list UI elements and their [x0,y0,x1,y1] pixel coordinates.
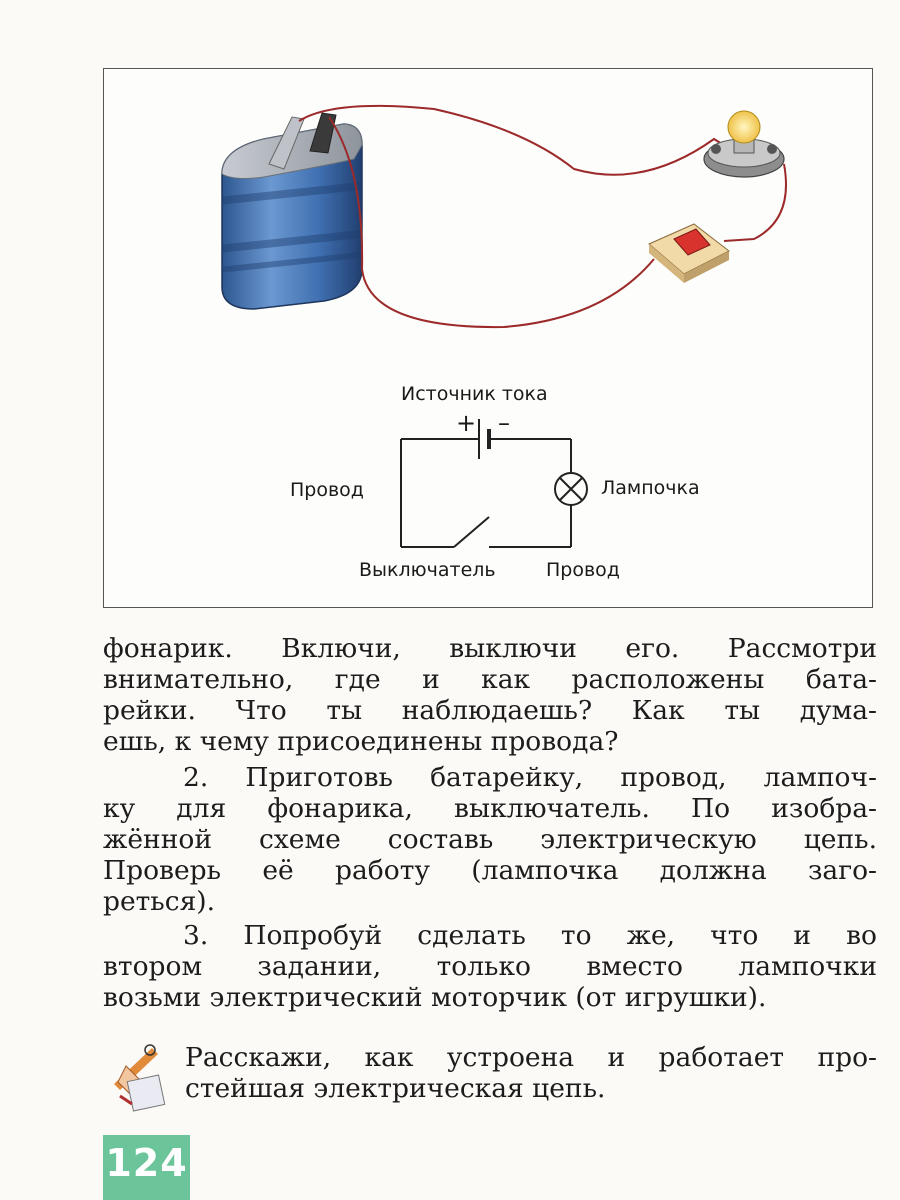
question-text [185,1042,877,1104]
text-line: ешь, к чему присоединены провода? [103,726,619,757]
text-line: ку для фонарика, выключатель. По изобра- [103,793,877,824]
text-line: Проверь её работу (лампочка должна заго- [103,855,877,886]
text-line: реться). [103,886,216,917]
text-line: втором задании, только вместо лампочки [103,951,877,982]
text-line: фонарик. Включи, выключи его. Рассмотри [103,633,877,664]
text-line: Расскажи, как устроена и работает про- [185,1042,877,1073]
label-switch: Выключатель [359,559,496,581]
circuit-schematic [401,419,587,547]
text-line: 2. Приготовь батарейку, провод, лампоч- [183,762,877,793]
question-icon [108,1036,178,1116]
text-line: жённой схеме составь электрическую цепь. [103,824,877,855]
page-number: 124 [103,1135,190,1200]
text-line: 3. Попробуй сделать то же, что и во [183,920,877,951]
label-current-source: Источник тока [401,383,548,405]
label-plus: + [456,409,477,437]
circuit-illustration [104,69,874,609]
lamp-image [704,111,784,177]
battery-image [222,113,362,309]
figure-illustration [103,68,873,608]
paragraph-2 [103,762,877,917]
text-line: стейшая электрическая цепь. [185,1073,606,1104]
text-line: рейки. Что ты наблюдаешь? Как ты дума- [103,695,877,726]
text-line: внимательно, где и как расположены бата- [103,664,877,695]
wire-image [299,106,786,327]
text-line: возьми электрический моторчик (от игрушки). [103,982,767,1013]
paragraph-3 [103,920,877,1013]
label-wire-left: Провод [290,479,364,501]
label-wire-bottom: Провод [546,559,620,581]
label-minus: – [498,409,510,437]
label-lamp: Лампочка [601,477,700,499]
paragraph-1 [103,633,877,757]
switch-image [649,224,729,283]
